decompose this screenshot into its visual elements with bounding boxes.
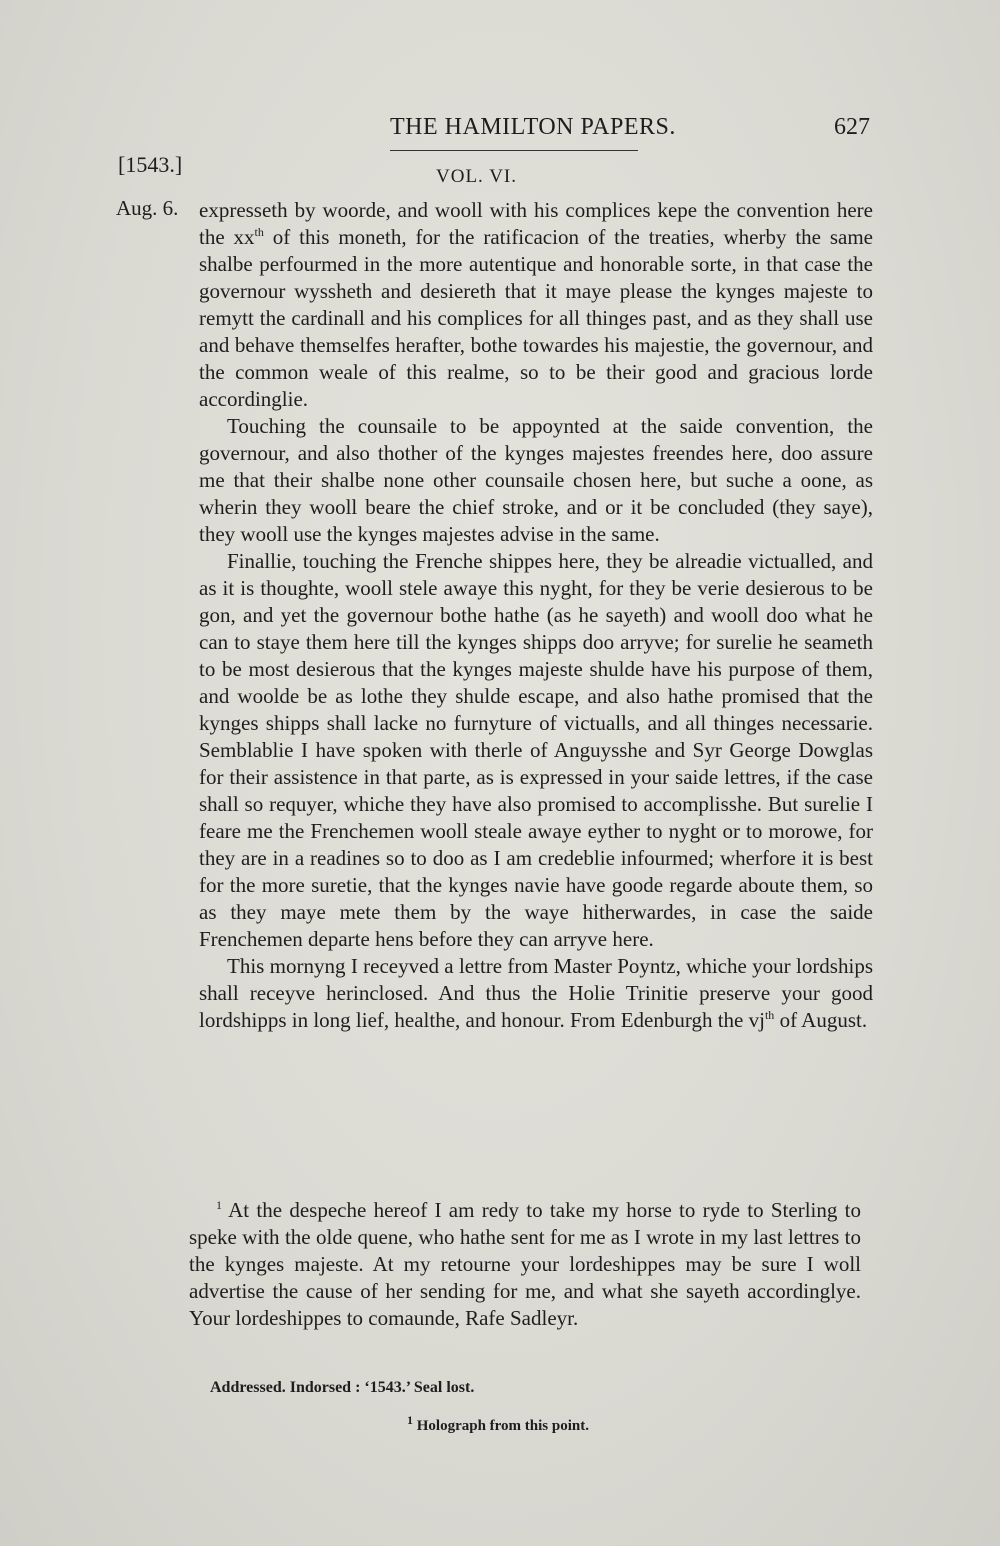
paragraph: This mornyng I receyved a lettre from Master Poyntz, whiche your lordships shall receyve herinclosed. And thus the Holie Trinitie preserve your good lordshipps in long lief, healthe, and honour. From Edenburgh the $vj^{th}$ of August. (199, 954, 873, 1032)
address-note: Addressed. Indorsed : ‘1543.’ Seal lost. (210, 1379, 475, 1396)
running-head (0, 112, 1000, 152)
paragraph: Touching the counsaile to be appoynted at the saide convention, the governour, and also thother of the kynges majestes freendes here, doo assure me that their shalbe none other counsaile chosen here, but suche a oone, as wherin they wooll beare the chief stroke, and or it be concluded (they saye), they wooll use the kynges majestes advise in the same. (199, 414, 873, 546)
footnote-marker: 1 (407, 1413, 413, 1427)
year-bracket: [1543.] (118, 152, 183, 177)
holograph-paragraph: $^1$ At the despeche hereof I am redy to take my horse to ryde to Sterling to speke with the olde quene, who hathe sent for me as I wrote in my last lettres to the kynges majeste. At my retourne your lordeshippes may be sure I woll advertise the cause of her sending for me, and what she sayeth accordinglye. Your lordeshippes to comaunde, Rafe Sadleyr. (189, 1198, 861, 1330)
letter-body (199, 197, 873, 1034)
running-title: THE HAMILTON PAPERS. (390, 114, 676, 140)
paragraph: expresseth by woorde, and wooll with his complices kepe the convention here the $xx^{th}$ of this moneth, for the ratificacion of the treaties, wherby the same shalbe perfourmed in the more autentique and honorable sorte, in that case the governour wyssheth and desiereth that it maye please the kynges majeste to remytt the cardinall and his complices for all thinges past, and as they shall use and behave themselfes herafter, bothe towardes his majestie, the governour, and the common weale of this realme, so to be their good and gracious lorde accordinglie. (199, 198, 873, 411)
footnote: $^1$ Holograph from this point. (407, 1413, 589, 1434)
margin-date: Aug. 6. (116, 196, 179, 220)
header-rule (390, 150, 638, 151)
page-number: 627 (834, 114, 870, 140)
footnote-marker: 1 (216, 1198, 222, 1212)
paragraph: Finallie, touching the Frenche shippes here, they be alreadie victualled, and as it is thoughte, wooll stele awaye this nyght, for they be verie desierous to be gon, and yet the governour bothe hathe (as he sayeth) and wooll doo what he can to staye them here till the kynges shipps doo arryve; for surelie he seameth to be most desierous that the kynges majeste shulde have his purpose of them, and woolde be as lothe they shulde escape, and also hathe promised that the kynges shipps shall lacke no furnyture of victualls, and all thinges necessarie. Semblablie I have spoken with therle of Anguysshe and Syr George Dowglas for their assistence in that parte, as is expressed in your saide lettres, if the case shall so requyer, whiche they have also promised to accomplisshe. But surelie I feare me the Frenchemen wooll steale awaye eyther to nyght or to morowe, for they are in a readines so to doo as I am credeblie infourmed; wherfore it is best for the more suretie, that the kynges navie have goode regarde aboute them, so as they maye mete them by the waye hitherwardes, in case the saide Frenchemen departe hens before they can arryve here. (199, 549, 873, 951)
volume-label: VOL. VI. (436, 166, 518, 187)
